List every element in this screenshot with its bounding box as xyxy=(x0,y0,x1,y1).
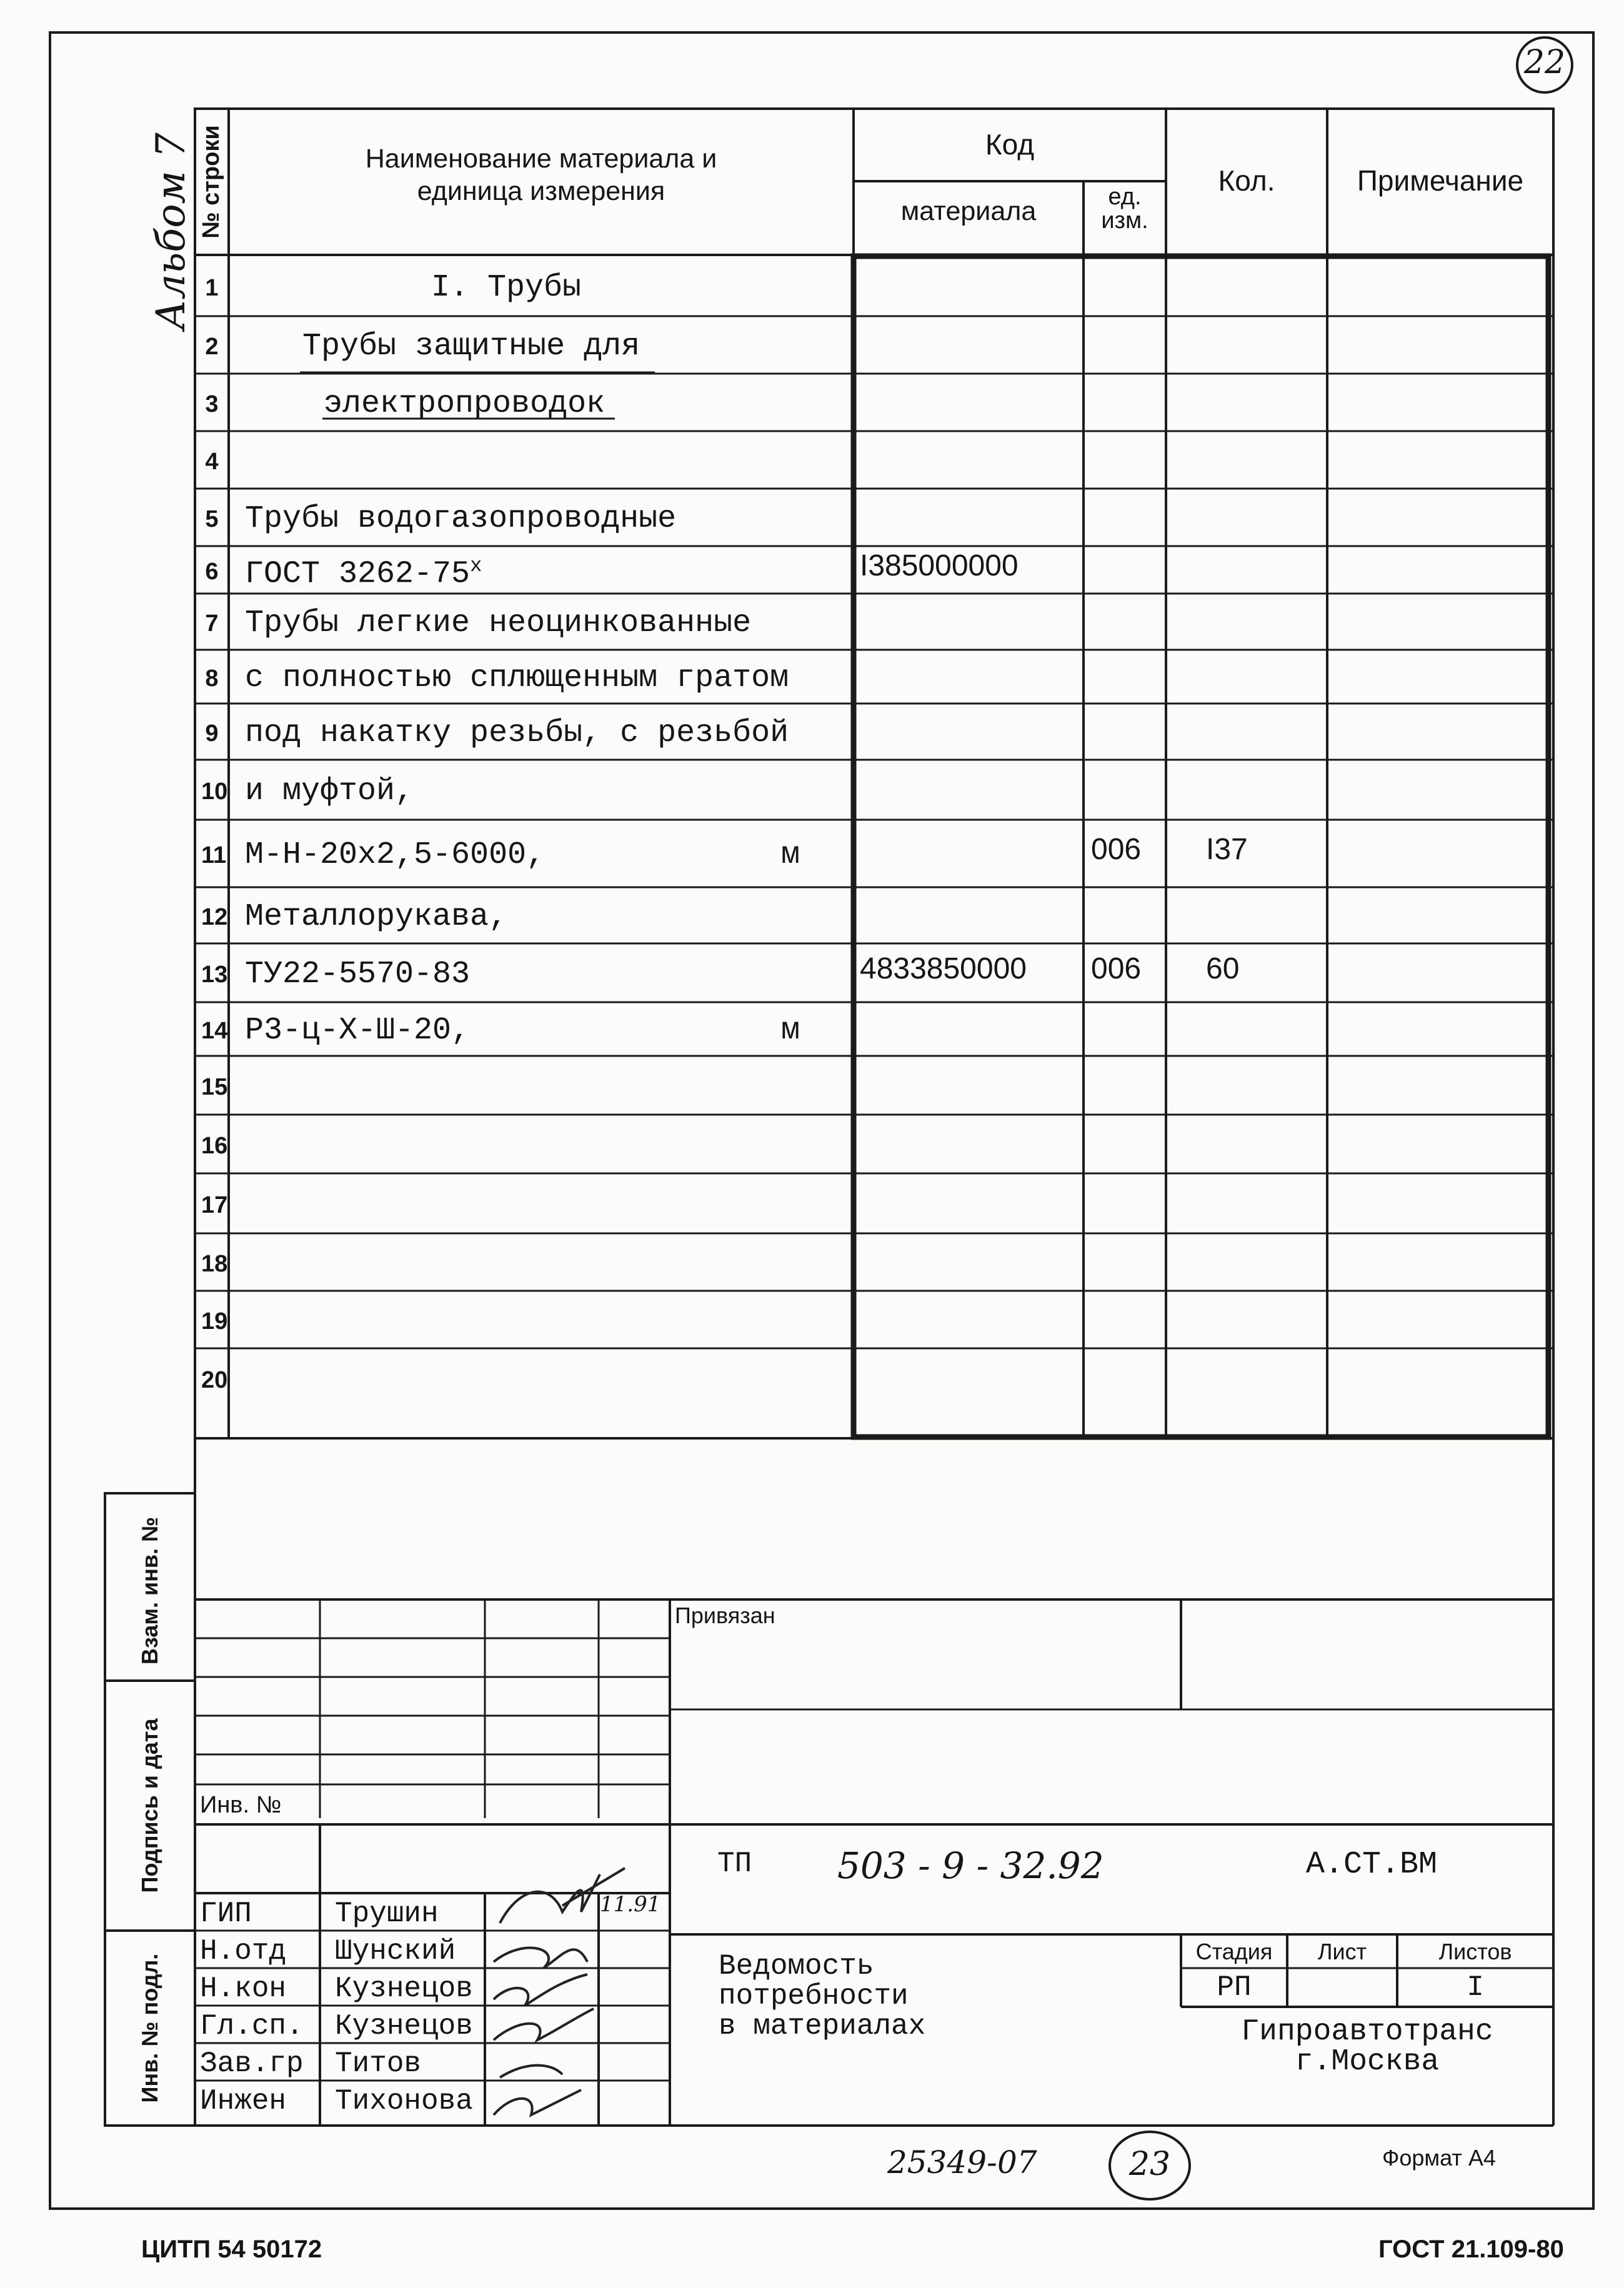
header-note: Примечание xyxy=(1357,164,1524,197)
row-number: 3 xyxy=(205,391,219,417)
row-number: 2 xyxy=(205,334,219,360)
header-material: материала xyxy=(900,196,1037,226)
row-number: 9 xyxy=(205,720,219,747)
row-name-text: ГОСТ 3262-75 xyxy=(245,556,471,592)
sign-date: 11.91 xyxy=(600,1892,661,1917)
doc-code-prefix: ТП xyxy=(717,1848,752,1880)
signer-role: Инжен xyxy=(200,2085,287,2117)
row-name-text: под накатку резьбы, с резьбой xyxy=(245,715,789,751)
org-line2: г.Москва xyxy=(1295,2045,1440,2079)
signer-name: Тихонова xyxy=(335,2085,473,2117)
row-name-text: Трубы легкие неоцинкованные xyxy=(245,605,752,641)
row-number: 7 xyxy=(205,610,219,637)
row-name-text: Трубы водогазопроводные xyxy=(245,501,677,537)
row-name xyxy=(245,899,508,935)
row-name xyxy=(245,959,470,990)
row-number: 11 xyxy=(201,842,227,868)
doc-title-line2: потребности xyxy=(719,1980,909,2012)
row-name xyxy=(245,501,677,537)
row-name xyxy=(245,605,752,641)
sheet-label: Лист xyxy=(1317,1939,1367,1964)
header-name-line2: единица измерения xyxy=(417,176,665,206)
sheets-label: Листов xyxy=(1438,1939,1512,1964)
row-number: 14 xyxy=(201,1018,228,1044)
row-name xyxy=(245,660,789,696)
footer-right-standard: ГОСТ 21.109-80 xyxy=(1378,2236,1564,2263)
row-name xyxy=(245,773,414,809)
row-quantity: I37 xyxy=(1206,833,1248,866)
archive-number: 25349-07 xyxy=(887,2144,1037,2181)
row-name-text: с полностью сплющенным гратом xyxy=(245,660,789,696)
footer-left-code: ЦИТП 54 50172 xyxy=(141,2236,322,2263)
row-unit-code: 006 xyxy=(1091,833,1142,866)
signer-role: Гл.сп. xyxy=(200,2010,304,2042)
row-name-text: ТУ22-5570-83 xyxy=(245,957,471,992)
row-name-text: Трубы защитные для xyxy=(302,329,640,364)
row-material-code: I385000000 xyxy=(860,549,1019,582)
row-number: 5 xyxy=(205,506,219,532)
doc-title-line3: в материалах xyxy=(719,2010,926,2042)
doc-mark: А.СТ.ВМ xyxy=(1306,1847,1438,1883)
signer-role: ГИП xyxy=(200,1898,252,1930)
stage-value: РП xyxy=(1217,1971,1252,2004)
row-quantity: 60 xyxy=(1206,952,1240,985)
row-name xyxy=(245,556,482,590)
row-name-text: электропроводок xyxy=(324,386,605,422)
row-unit-label: м xyxy=(781,1013,800,1048)
org-line1: Гипроавтотранс xyxy=(1241,2015,1493,2049)
row-number: 16 xyxy=(201,1133,228,1159)
row-number: 8 xyxy=(205,665,219,692)
row-name-text: Р3-ц-Х-Ш-20, xyxy=(245,1013,471,1048)
doc-title-line1: Ведомость xyxy=(719,1950,874,1982)
format-label: Формат А4 xyxy=(1382,2145,1496,2171)
row-name-superscript: х xyxy=(470,554,482,577)
row-number: 15 xyxy=(201,1074,228,1100)
circled-number: 23 xyxy=(1128,2146,1171,2183)
stage-label: Стадия xyxy=(1195,1939,1273,1964)
header-code: Код xyxy=(985,128,1035,161)
row-name-text: М-Н-20х2,5-6000, xyxy=(245,837,545,873)
row-name-text: и муфтой, xyxy=(245,773,414,809)
row-number: 6 xyxy=(205,559,219,585)
signer-name: Шунский xyxy=(335,1935,456,1967)
signer-role: Н.кон xyxy=(200,1972,287,2005)
side-label-podpis: Подпись и дата xyxy=(137,1718,162,1893)
row-unit-label: м xyxy=(781,837,800,873)
doc-code: 503 - 9 - 32.92 xyxy=(837,1844,1104,1887)
signer-name: Трушин xyxy=(335,1898,439,1930)
privyazan-label: Привязан xyxy=(675,1603,775,1628)
header-unit-line2: изм. xyxy=(1101,207,1148,234)
row-name-text: I. Трубы xyxy=(431,270,582,306)
row-name xyxy=(245,837,545,873)
header-row-no: № строки xyxy=(198,125,224,239)
page-number: 22 xyxy=(1523,44,1566,81)
album-note: Альбом 7 xyxy=(148,132,194,330)
row-number: 10 xyxy=(201,778,228,805)
row-number: 17 xyxy=(201,1192,228,1218)
signer-role: Н.отд xyxy=(200,1935,287,1967)
side-label-inv-podl: Инв. № подл. xyxy=(137,1953,162,2103)
row-name xyxy=(431,272,581,304)
row-number: 4 xyxy=(205,449,219,475)
sheets-value: I xyxy=(1467,1971,1484,2004)
row-material-code: 4833850000 xyxy=(860,952,1027,985)
row-number: 19 xyxy=(201,1308,228,1335)
signer-name: Титов xyxy=(335,2047,422,2080)
header-unit-line1: ед. xyxy=(1108,184,1142,210)
row-number: 12 xyxy=(201,904,228,930)
side-label-vzam: Взам. инв. № xyxy=(137,1516,162,1665)
signer-role: Зав.гр xyxy=(200,2047,304,2080)
signer-name: Кузнецов xyxy=(335,1972,473,2005)
signer-name: Кузнецов xyxy=(335,2010,473,2042)
row-number: 20 xyxy=(201,1367,228,1393)
row-number: 18 xyxy=(201,1251,228,1277)
row-number: 13 xyxy=(201,962,228,988)
row-name xyxy=(302,331,640,362)
header-qty: Кол. xyxy=(1218,164,1275,197)
row-name xyxy=(245,715,789,751)
inv-no-label: Инв. № xyxy=(200,1792,282,1818)
row-unit-code: 006 xyxy=(1091,952,1142,985)
header-name-line1: Наименование материала и xyxy=(365,144,717,174)
row-name xyxy=(324,386,605,422)
row-name-text: Металлорукава, xyxy=(245,899,508,935)
row-name xyxy=(245,1015,470,1047)
row-number: 1 xyxy=(205,275,219,301)
